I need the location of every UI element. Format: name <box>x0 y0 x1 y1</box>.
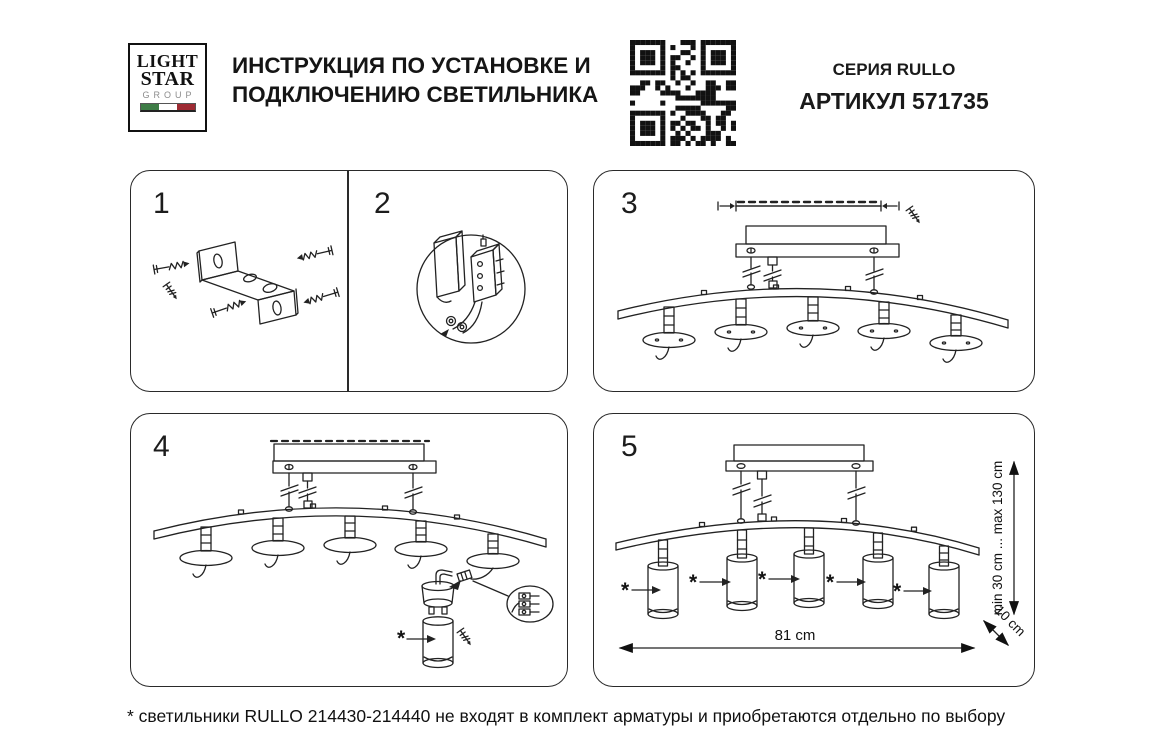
step-number-1: 1 <box>153 187 170 220</box>
series-label: СЕРИЯ RULLO <box>832 60 956 79</box>
lightstar-logo <box>128 43 207 132</box>
dimension-width <box>620 627 974 648</box>
title-line-2: ПОДКЛЮЧЕНИЮ СВЕТИЛЬНИКА <box>232 82 599 107</box>
title-line-1: ИНСТРУКЦИЯ ПО УСТАНОВКЕ И <box>232 53 591 78</box>
hanging-stems <box>643 297 982 362</box>
page-title <box>232 51 598 109</box>
svg-text:*: * <box>758 568 767 591</box>
bracket-drawing <box>153 242 339 324</box>
dimension-height <box>990 461 1014 616</box>
svg-text:*: * <box>621 579 630 602</box>
lamp-connection-detail <box>422 568 553 668</box>
asterisk-pointers <box>621 568 932 603</box>
qr-code <box>630 40 736 146</box>
svg-text:min 30 cm ... max 130 cm: min 30 cm ... max 130 cm <box>990 460 1005 616</box>
asterisk-mark: * <box>397 627 406 650</box>
svg-text:10 cm: 10 cm <box>991 602 1029 640</box>
product-info <box>788 60 1000 115</box>
step-number-3: 3 <box>621 187 638 220</box>
panel-step-1-2 <box>130 170 568 392</box>
step-5-drawing <box>594 414 1036 688</box>
article-number: АРТИКУЛ 571735 <box>799 88 989 114</box>
step-number-4: 4 <box>153 430 170 463</box>
screw-icon <box>457 628 474 647</box>
svg-text:*: * <box>689 571 698 594</box>
step-3-drawing <box>594 171 1036 393</box>
panel-step-3 <box>593 170 1035 392</box>
footnote: * светильники RULLO 214430-214440 не входят в комплект арматуры и приобретаются отдельно по выбору <box>127 706 1006 726</box>
step-number-5: 5 <box>621 430 638 463</box>
screw-icon <box>906 206 923 225</box>
step-number-2: 2 <box>374 187 391 220</box>
svg-text:*: * <box>826 571 835 594</box>
panel-step-4 <box>130 413 568 687</box>
italian-flag-stripe <box>140 103 196 112</box>
logo-word-light: LIGHT <box>136 51 199 71</box>
hanging-stems <box>180 516 519 577</box>
screw-icon <box>163 282 180 301</box>
wiring-detail-drawing <box>417 231 525 343</box>
svg-text:*: * <box>893 580 902 603</box>
svg-text:81 cm: 81 cm <box>774 627 816 644</box>
step-4-drawing <box>131 414 569 688</box>
logo-word-star: STAR <box>140 68 195 90</box>
step-1-2-drawing <box>131 171 569 393</box>
logo-word-group: GROUP <box>142 90 196 100</box>
panel-step-5 <box>593 413 1035 687</box>
